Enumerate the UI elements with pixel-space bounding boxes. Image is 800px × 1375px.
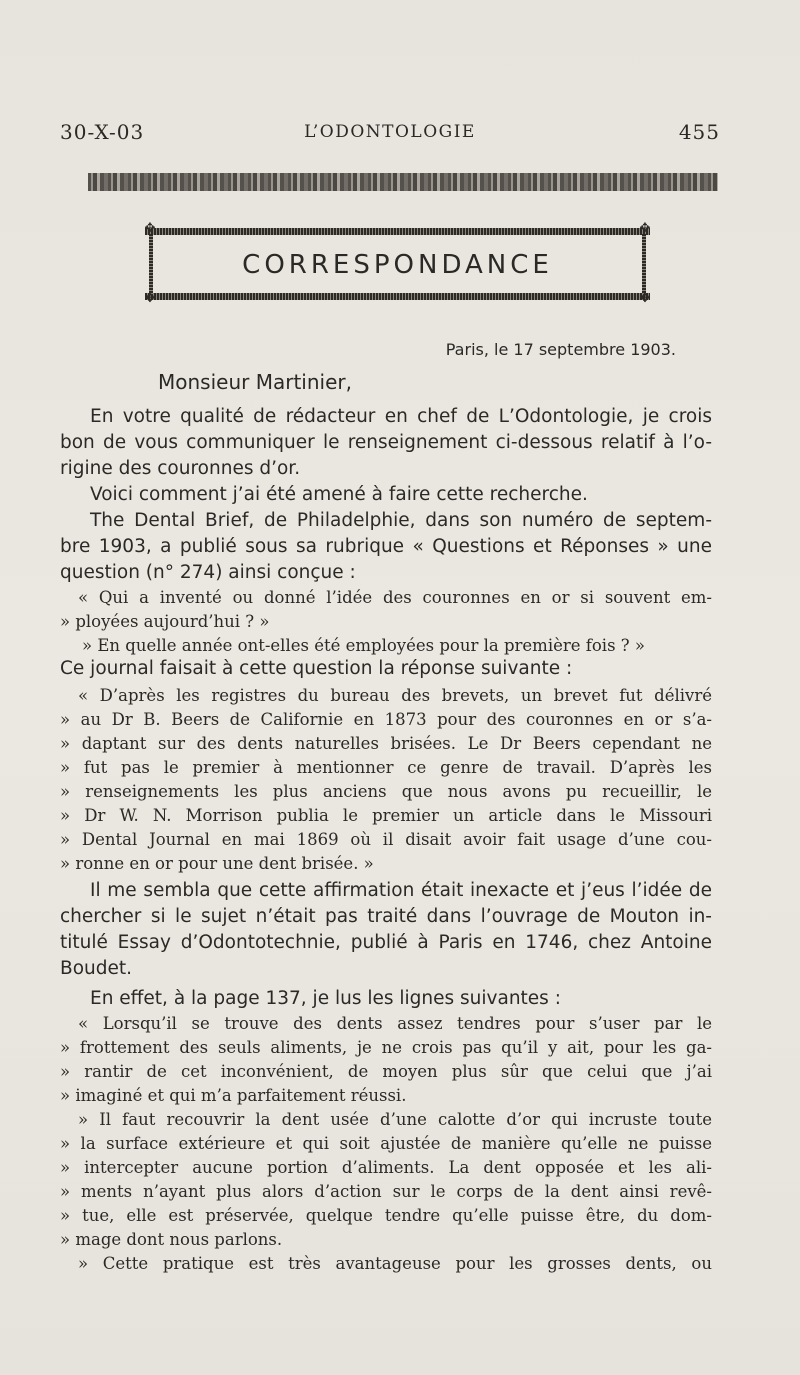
quote-line: » renseignements les plus anciens que nous avons pu recueillir, le	[60, 782, 712, 801]
paragraph-4	[60, 656, 712, 682]
quote-line: » Cette pratique est très avantageuse pour les grosses dents, ou	[78, 1254, 712, 1273]
quote-line: » intercepter aucune portion d’aliments. La dent opposée et les ali-	[60, 1158, 712, 1177]
text-line: The Dental Brief, de Philadelphie, dans son numéro de septem-	[90, 510, 712, 531]
quote-line: » ployées aujourd’hui ? »	[60, 612, 270, 631]
quote-line: » imaginé et qui m’a parfaitement réussi.	[60, 1086, 407, 1105]
quote-line: » fut pas le premier à mentionner ce genre de travail. D’après les	[60, 758, 712, 777]
text-line: En effet, à la page 137, je lus les lignes suivantes :	[90, 988, 561, 1009]
quote-line: » rantir de cet inconvénient, de moyen plus sûr que celui que j’ai	[60, 1062, 712, 1081]
frame-border-bottom	[145, 293, 650, 300]
paragraph-5	[60, 878, 712, 982]
quote-line: » Il faut recouvrir la dent usée d’une calotte d’or qui incruste toute	[78, 1110, 712, 1129]
text-line: Boudet.	[60, 958, 132, 979]
text-line: Voici comment j’ai été amené à faire cette recherche.	[90, 484, 588, 505]
text-line: question (n° 274) ainsi conçue :	[60, 562, 356, 583]
quote-line: » mage dont nous parlons.	[60, 1230, 283, 1249]
page-number: 455	[678, 120, 720, 144]
text-line: chercher si le sujet n’était pas traité dans l’ouvrage de Mouton in-	[60, 906, 712, 927]
quote-line: » tue, elle est préservée, quelque tendre qu’elle puisse être, du dom-	[60, 1206, 712, 1225]
quote-line: « Qui a inventé ou donné l’idée des couronnes en or si souvent em-	[78, 588, 712, 607]
quote-line: » ronne en or pour une dent brisée. »	[60, 854, 374, 873]
paragraph-1	[60, 404, 712, 482]
quotation-2	[60, 684, 712, 876]
paragraph-2	[60, 482, 712, 508]
quote-line: « Lorsqu’il se trouve des dents assez tendres pour s’user par le	[78, 1014, 712, 1033]
issue-date: 30-X-03	[60, 120, 145, 144]
section-title-frame	[145, 222, 650, 306]
quote-line: » la surface extérieure et qui soit ajustée de manière qu’elle ne puisse	[60, 1134, 712, 1153]
quote-line: » au Dr B. Beers de Californie en 1873 pour des couronnes en or s’a-	[60, 710, 712, 729]
frame-border-top	[145, 228, 650, 235]
running-header	[60, 120, 720, 150]
quote-line: » Dr W. N. Morrison publia le premier un article dans le Missouri	[60, 806, 712, 825]
text-line: bon de vous communiquer le renseignement ci-dessous relatif à l’o-	[60, 432, 712, 453]
text-line: Ce journal faisait à cette question la réponse suivante :	[60, 658, 573, 679]
decorative-band	[88, 173, 718, 191]
text-line: En votre qualité de rédacteur en chef de L’Odontologie, je crois	[90, 406, 712, 427]
paragraph-3	[60, 508, 712, 586]
quote-line: » Dental Journal en mai 1869 où il disait avoir fait usage d’une cou-	[60, 830, 712, 849]
paragraph-6	[60, 986, 712, 1012]
text-line: titulé Essay d’Odontotechnie, publié à Paris en 1746, chez Antoine	[60, 932, 712, 953]
salutation: Monsieur Martinier,	[158, 370, 352, 394]
dateline: Paris, le 17 septembre 1903.	[445, 340, 676, 359]
text-line: rigine des couronnes d’or.	[60, 458, 301, 479]
quotation-3	[60, 1012, 712, 1276]
quote-line: » ments n’ayant plus alors d’action sur le corps de la dent ainsi revê-	[60, 1182, 712, 1201]
quote-line: » daptant sur des dents naturelles brisées. Le Dr Beers cependant ne	[60, 734, 712, 753]
corner-ornament-icon: ✥	[639, 291, 651, 306]
text-line: bre 1903, a publié sous sa rubrique « Questions et Réponses » une	[60, 536, 712, 557]
text-line: Il me sembla que cette affirmation était inexacte et j’eus l’idée de	[90, 880, 712, 901]
journal-title: L’ODONTOLOGIE	[304, 122, 476, 142]
quote-line: » En quelle année ont-elles été employées pour la première fois ? »	[82, 636, 645, 655]
corner-ornament-icon: ✥	[144, 291, 156, 306]
corner-ornament-icon: ✥	[144, 221, 156, 236]
corner-ornament-icon: ✥	[639, 221, 651, 236]
quote-line: « D’après les registres du bureau des brevets, un brevet fut délivré	[78, 686, 712, 705]
section-title: CORRESPONDANCE	[242, 250, 553, 280]
quote-line: » frottement des seuls aliments, je ne crois pas qu’il y ait, pour les ga-	[60, 1038, 712, 1057]
quotation-1	[60, 586, 712, 658]
